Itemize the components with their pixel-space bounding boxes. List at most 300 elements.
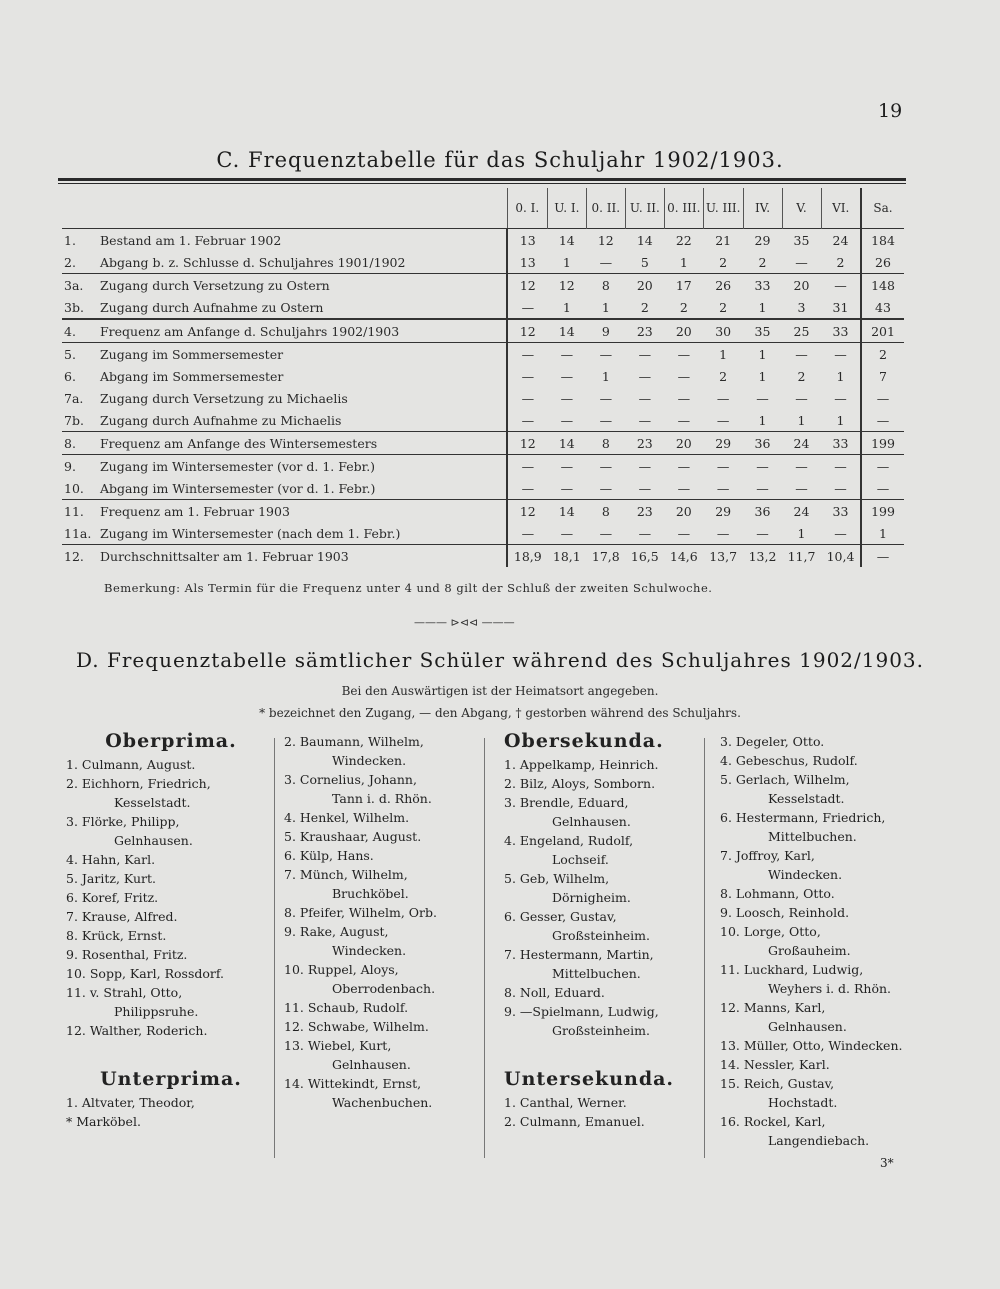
- list-item: 2. Eichhorn, Friedrich,: [66, 776, 211, 791]
- list-item-place: Bruchköbel.: [332, 886, 409, 901]
- list-item: 4. Henkel, Wilhelm.: [284, 810, 410, 825]
- list-item-place: Gelnhausen.: [552, 814, 631, 829]
- frequency-table-c: [62, 188, 904, 567]
- row-number: 11a.: [64, 525, 92, 541]
- table-cell: —: [716, 412, 730, 428]
- list-item: 4. Gebeschus, Rudolf.: [720, 753, 858, 768]
- table-cell: —: [560, 525, 574, 541]
- table-cell: —: [677, 480, 691, 496]
- list-item-place: Großsteinheim.: [552, 928, 650, 943]
- table-cell: —: [716, 480, 730, 496]
- table-cell: 29: [754, 232, 771, 248]
- table-cell: —: [716, 525, 730, 541]
- table-cell: —: [599, 480, 613, 496]
- table-cell: —: [716, 458, 730, 474]
- row-number: 5.: [64, 346, 76, 362]
- list-item: 1. Canthal, Werner.: [504, 1095, 627, 1110]
- column-header: 0. II.: [586, 188, 625, 229]
- table-cell: —: [521, 390, 535, 406]
- sum-cell: —: [861, 409, 904, 432]
- table-cell: 36: [754, 435, 771, 451]
- table-cell: —: [599, 458, 613, 474]
- sum-cell: 201: [861, 319, 904, 343]
- list-item-place: Windecken.: [332, 943, 407, 958]
- table-cell: —: [521, 480, 535, 496]
- table-cell: 33: [832, 503, 849, 519]
- list-item-place: Oberrodenbach.: [332, 981, 436, 996]
- sum-cell: 43: [861, 296, 904, 319]
- list-item-place: Großauheim.: [768, 943, 851, 958]
- table-cell: 8: [601, 277, 610, 293]
- table-cell: 2: [797, 368, 806, 384]
- table-cell: 1: [836, 368, 845, 384]
- table-cell: —: [677, 390, 691, 406]
- untersekunda-heading: Untersekunda.: [504, 1068, 675, 1090]
- table-cell: —: [677, 346, 691, 362]
- row-number: 1.: [64, 232, 76, 248]
- table-cell: 8: [601, 503, 610, 519]
- row-label: Abgang im Sommersemester: [98, 365, 507, 387]
- table-cell: —: [599, 254, 613, 270]
- table-cell: 1: [562, 299, 571, 315]
- table-cell: —: [677, 412, 691, 428]
- table-cell: —: [834, 277, 847, 293]
- list-item-place: Gelnhausen.: [768, 1019, 847, 1034]
- table-cell: —: [521, 412, 535, 428]
- row-number: 2.: [64, 254, 76, 270]
- table-cell: 35: [793, 232, 810, 248]
- table-cell: 1: [758, 299, 767, 315]
- list-item: 9. Rosenthal, Fritz.: [66, 947, 188, 962]
- list-item: 8. Lohmann, Otto.: [720, 886, 835, 901]
- table-cell: 11,7: [787, 548, 816, 564]
- table-cell: 20: [675, 323, 692, 339]
- list-item-place: Kesselstadt.: [114, 795, 191, 810]
- list-item: 6. Külp, Hans.: [284, 848, 374, 863]
- table-cell: 18,1: [552, 548, 581, 564]
- table-row: [62, 274, 904, 297]
- list-item: 3. Brendle, Eduard,: [504, 795, 629, 810]
- table-cell: 2: [640, 299, 649, 315]
- list-item: 11. v. Strahl, Otto,: [66, 985, 183, 1000]
- column-header: IV.: [743, 188, 782, 229]
- list-item: 5. Gerlach, Wilhelm,: [720, 772, 850, 787]
- table-cell: 33: [832, 323, 849, 339]
- sum-cell: 199: [861, 500, 904, 523]
- table-cell: 14: [636, 232, 653, 248]
- row-number: 10.: [64, 480, 84, 496]
- table-c-note: Bemerkung: Als Termin für die Frequenz unter 4 und 8 gilt der Schluß der zweiten Schulwoche.: [104, 581, 713, 595]
- row-label: Zugang durch Aufnahme zu Ostern: [98, 296, 507, 319]
- list-item: 9. Loosch, Reinhold.: [720, 905, 850, 920]
- student-column-2: [284, 732, 484, 1112]
- table-cell: 20: [675, 435, 692, 451]
- table-cell: 1: [562, 254, 571, 270]
- table-cell: —: [756, 525, 769, 541]
- table-d-subtitle-1: Bei den Auswärtigen ist der Heimatsort angegeben.: [341, 684, 659, 698]
- student-column-1: [66, 732, 276, 1131]
- table-cell: 1: [797, 412, 806, 428]
- table-cell: 23: [636, 435, 653, 451]
- table-cell: 31: [832, 299, 849, 315]
- list-item-place: Kesselstadt.: [768, 791, 845, 806]
- column-divider: [484, 738, 485, 1158]
- table-row: [62, 477, 904, 500]
- table-cell: 25: [793, 323, 810, 339]
- list-item: 10. Ruppel, Aloys,: [284, 962, 399, 977]
- table-row: [62, 296, 904, 319]
- row-label: Zugang im Wintersemester (vor d. 1. Febr.): [98, 455, 507, 478]
- table-cell: —: [834, 458, 847, 474]
- table-cell: —: [795, 346, 808, 362]
- list-item: 7. Krause, Alfred.: [66, 909, 178, 924]
- table-header-row: [62, 188, 904, 229]
- table-row: [62, 455, 904, 478]
- table-cell: —: [834, 525, 847, 541]
- table-cell: —: [795, 458, 808, 474]
- list-item: 12. Walther, Roderich.: [66, 1023, 208, 1038]
- list-item: 12. Manns, Karl,: [720, 1000, 826, 1015]
- list-item-place: Windecken.: [332, 753, 407, 768]
- table-cell: 12: [519, 435, 536, 451]
- row-label: Zugang durch Versetzung zu Ostern: [98, 274, 507, 297]
- list-item-place: Mittelbuchen.: [768, 829, 857, 844]
- table-cell: 14,6: [669, 548, 698, 564]
- list-item: 11. Schaub, Rudolf.: [284, 1000, 409, 1015]
- table-cell: —: [638, 346, 652, 362]
- table-cell: —: [677, 368, 691, 384]
- table-row: [62, 545, 904, 568]
- sum-cell: 184: [861, 229, 904, 252]
- table-row: [62, 251, 904, 274]
- table-cell: 13: [519, 254, 536, 270]
- list-item: 9. —Spielmann, Ludwig,: [504, 1004, 659, 1019]
- table-row: [62, 319, 904, 343]
- list-item: 15. Reich, Gustav,: [720, 1076, 835, 1091]
- table-cell: 29: [715, 435, 732, 451]
- sum-cell: —: [861, 477, 904, 500]
- table-cell: —: [521, 458, 535, 474]
- table-cell: —: [599, 412, 613, 428]
- table-cell: 13,2: [748, 548, 777, 564]
- list-item: 5. Geb, Wilhelm,: [504, 871, 610, 886]
- table-row: [62, 409, 904, 432]
- table-cell: —: [521, 525, 535, 541]
- table-cell: 29: [715, 503, 732, 519]
- list-item: 14. Nessler, Karl.: [720, 1057, 830, 1072]
- table-row: [62, 500, 904, 523]
- oberprima-heading: Oberprima.: [105, 730, 237, 752]
- list-item-place: Mittelbuchen.: [552, 966, 641, 981]
- table-cell: —: [521, 368, 535, 384]
- table-d-subtitle-2: * bezeichnet den Zugang, — den Abgang, † gestorben während des Schuljahrs.: [259, 706, 741, 720]
- table-cell: 1: [836, 412, 845, 428]
- table-cell: 24: [793, 435, 810, 451]
- list-item: 5. Jaritz, Kurt.: [66, 871, 156, 886]
- table-cell: 5: [640, 254, 649, 270]
- column-header: VI.: [821, 188, 861, 229]
- list-item: 3. Flörke, Philipp,: [66, 814, 180, 829]
- list-item-place: Wachenbuchen.: [332, 1095, 433, 1110]
- sum-cell: 199: [861, 432, 904, 455]
- table-cell: 21: [715, 232, 732, 248]
- row-label: Durchschnittsalter am 1. Februar 1903: [98, 545, 507, 568]
- header-blank: [62, 188, 507, 229]
- list-item: 11. Luckhard, Ludwig,: [720, 962, 864, 977]
- table-row: [62, 365, 904, 387]
- table-cell: 20: [675, 503, 692, 519]
- table-cell: —: [638, 525, 652, 541]
- list-item-place: Philippsruhe.: [114, 1004, 199, 1019]
- list-item: 4. Hahn, Karl.: [66, 852, 156, 867]
- list-item: 2. Culmann, Emanuel.: [504, 1114, 645, 1129]
- sum-cell: 26: [861, 251, 904, 274]
- table-cell: 23: [636, 323, 653, 339]
- table-cell: —: [560, 346, 574, 362]
- table-cell: 1: [758, 346, 767, 362]
- table-cell: —: [834, 480, 847, 496]
- list-item-place: Gelnhausen.: [114, 833, 193, 848]
- obersekunda-continued-list: [720, 732, 920, 1150]
- student-column-4: [720, 732, 920, 1150]
- table-cell: 33: [832, 435, 849, 451]
- row-label: Bestand am 1. Februar 1902: [98, 229, 507, 252]
- column-header: 0. III.: [664, 188, 703, 229]
- rule-thick: [58, 178, 906, 181]
- table-cell: 14: [558, 232, 575, 248]
- table-row: [62, 343, 904, 366]
- row-label: Frequenz am 1. Februar 1903: [98, 500, 507, 523]
- table-cell: 20: [793, 277, 810, 293]
- table-row: [62, 229, 904, 252]
- sum-cell: 148: [861, 274, 904, 297]
- list-item: 4. Engeland, Rudolf,: [504, 833, 634, 848]
- row-number: 3a.: [64, 277, 84, 293]
- table-cell: —: [638, 412, 652, 428]
- list-item: 16. Rockel, Karl,: [720, 1114, 826, 1129]
- row-number: 11.: [64, 503, 84, 519]
- untersekunda-list: [504, 1093, 704, 1131]
- list-item: 3. Degeler, Otto.: [720, 734, 825, 749]
- list-item-place: Dörnigheim.: [552, 890, 631, 905]
- table-row: [62, 432, 904, 455]
- table-cell: —: [795, 390, 808, 406]
- table-cell: —: [560, 412, 574, 428]
- row-label: Zugang im Wintersemester (nach dem 1. Febr.): [98, 522, 507, 545]
- table-cell: —: [677, 458, 691, 474]
- table-cell: 22: [675, 232, 692, 248]
- list-item: 5. Kraushaar, August.: [284, 829, 422, 844]
- table-cell: —: [716, 390, 730, 406]
- column-header: Sa.: [861, 188, 904, 229]
- table-cell: 1: [601, 299, 610, 315]
- list-item-place: Weyhers i. d. Rhön.: [768, 981, 892, 996]
- list-item: 10. Lorge, Otto,: [720, 924, 821, 939]
- list-item-place: Lochseif.: [552, 852, 609, 867]
- list-item: 3. Cornelius, Johann,: [284, 772, 417, 787]
- list-item: 7. Joffroy, Karl,: [720, 848, 815, 863]
- table-cell: —: [834, 346, 847, 362]
- table-cell: 1: [679, 254, 688, 270]
- table-cell: —: [638, 368, 652, 384]
- table-cell: 20: [636, 277, 653, 293]
- table-cell: 36: [754, 503, 771, 519]
- table-cell: 12: [519, 323, 536, 339]
- list-item: 7. Hestermann, Martin,: [504, 947, 654, 962]
- table-cell: 12: [558, 277, 575, 293]
- table-cell: 24: [832, 232, 849, 248]
- list-item: 13. Müller, Otto, Windecken.: [720, 1038, 903, 1053]
- table-d-title: D. Frequenztabelle sämtlicher Schüler während des Schuljahres 1902/1903.: [75, 648, 925, 672]
- list-item: 6. Hestermann, Friedrich,: [720, 810, 886, 825]
- row-number: 4.: [64, 323, 76, 339]
- oberprima-continued-list: [284, 732, 484, 1112]
- table-cell: —: [560, 480, 574, 496]
- table-cell: 14: [558, 323, 575, 339]
- list-item: 2. Bilz, Aloys, Somborn.: [504, 776, 656, 791]
- sum-cell: —: [861, 387, 904, 409]
- list-item-place: Gelnhausen.: [332, 1057, 411, 1072]
- table-c-title: C. Frequenztabelle für das Schuljahr 1902/1903.: [216, 148, 784, 172]
- table-cell: —: [638, 390, 652, 406]
- table-cell: —: [599, 390, 613, 406]
- row-label: Frequenz am Anfange des Wintersemesters: [98, 432, 507, 455]
- sum-cell: —: [861, 545, 904, 568]
- table-cell: —: [795, 254, 808, 270]
- table-cell: —: [560, 368, 574, 384]
- table-row: [62, 522, 904, 545]
- student-column-3: [504, 732, 704, 1131]
- row-number: 12.: [64, 548, 84, 564]
- table-cell: 1: [797, 525, 806, 541]
- table-cell: —: [599, 346, 613, 362]
- list-item: 2. Baumann, Wilhelm,: [284, 734, 424, 749]
- table-cell: 13: [519, 232, 536, 248]
- column-header: U. III.: [703, 188, 743, 229]
- column-header: V.: [782, 188, 821, 229]
- list-item: 13. Wiebel, Kurt,: [284, 1038, 392, 1053]
- table-cell: 17,8: [591, 548, 620, 564]
- row-label: Frequenz am Anfange d. Schuljahrs 1902/1903: [98, 319, 507, 343]
- sum-cell: 2: [861, 343, 904, 366]
- list-item: 1. Culmann, August.: [66, 757, 196, 772]
- list-item-place: Tann i. d. Rhön.: [332, 791, 432, 806]
- list-item: 6. Gesser, Gustav,: [504, 909, 617, 924]
- list-item-place: Windecken.: [768, 867, 843, 882]
- table-cell: 26: [715, 277, 732, 293]
- list-item: 7. Münch, Wilhelm,: [284, 867, 408, 882]
- table-cell: 2: [719, 368, 728, 384]
- table-cell: 2: [836, 254, 845, 270]
- list-item: 6. Koref, Fritz.: [66, 890, 159, 905]
- row-number: 3b.: [64, 299, 84, 315]
- table-cell: 2: [719, 254, 728, 270]
- table-cell: —: [795, 480, 808, 496]
- list-item: 1. Appelkamp, Heinrich.: [504, 757, 659, 772]
- obersekunda-heading: Obersekunda.: [504, 730, 664, 752]
- obersekunda-list: [504, 755, 704, 1040]
- table-cell: —: [638, 480, 652, 496]
- column-header: U. II.: [625, 188, 664, 229]
- table-cell: 13,7: [709, 548, 738, 564]
- column-divider: [704, 738, 705, 1158]
- table-cell: 23: [636, 503, 653, 519]
- table-cell: —: [677, 525, 691, 541]
- table-cell: —: [756, 390, 769, 406]
- table-cell: 18,9: [513, 548, 542, 564]
- unterprima-heading: Unterprima.: [100, 1068, 242, 1090]
- table-cell: 30: [715, 323, 732, 339]
- column-header: U. I.: [547, 188, 586, 229]
- table-cell: 1: [758, 412, 767, 428]
- signature-mark: 3*: [880, 1156, 894, 1170]
- row-label: Abgang b. z. Schlusse d. Schuljahres 1901/1902: [98, 251, 507, 274]
- row-number: 6.: [64, 368, 76, 384]
- list-item: 8. Noll, Eduard.: [504, 985, 605, 1000]
- table-row: [62, 387, 904, 409]
- rule-thin: [58, 183, 906, 184]
- table-cell: 2: [758, 254, 767, 270]
- table-cell: 35: [754, 323, 771, 339]
- column-header: 0. I.: [507, 188, 547, 229]
- table-cell: 33: [754, 277, 771, 293]
- column-divider: [274, 738, 275, 1158]
- list-item: 14. Wittekindt, Ernst,: [284, 1076, 422, 1091]
- table-cell: —: [834, 390, 847, 406]
- page-number: 19: [878, 100, 903, 122]
- table-cell: —: [521, 346, 535, 362]
- row-number: 7b.: [64, 412, 84, 428]
- row-label: Zugang durch Aufnahme zu Michaelis: [98, 409, 507, 432]
- row-label: Zugang durch Versetzung zu Michaelis: [98, 387, 507, 409]
- table-cell: 1: [601, 368, 610, 384]
- list-item-place: Großsteinheim.: [552, 1023, 650, 1038]
- table-cell: 9: [601, 323, 610, 339]
- row-label: Zugang im Sommersemester: [98, 343, 507, 366]
- table-cell: —: [599, 525, 613, 541]
- sum-cell: 1: [861, 522, 904, 545]
- sum-cell: 7: [861, 365, 904, 387]
- list-item-place: Hochstadt.: [768, 1095, 838, 1110]
- table-cell: 2: [719, 299, 728, 315]
- list-item: 10. Sopp, Karl, Rossdorf.: [66, 966, 225, 981]
- list-item: * Marköbel.: [66, 1114, 141, 1129]
- table-cell: 10,4: [826, 548, 855, 564]
- ornament-divider: ——— ⊳⊲⊲ ———: [414, 616, 515, 629]
- table-cell: —: [560, 458, 574, 474]
- row-number: 8.: [64, 435, 76, 451]
- table-cell: 1: [758, 368, 767, 384]
- row-number: 9.: [64, 458, 76, 474]
- table-cell: 17: [675, 277, 692, 293]
- table-cell: 8: [601, 435, 610, 451]
- list-item: 12. Schwabe, Wilhelm.: [284, 1019, 429, 1034]
- table-cell: —: [560, 390, 574, 406]
- table-cell: 24: [793, 503, 810, 519]
- table-cell: —: [756, 458, 769, 474]
- list-item: 9. Rake, August,: [284, 924, 389, 939]
- table-cell: 14: [558, 435, 575, 451]
- list-item: 1. Altvater, Theodor,: [66, 1095, 195, 1110]
- table-cell: —: [521, 299, 535, 315]
- row-label: Abgang im Wintersemester (vor d. 1. Febr.): [98, 477, 507, 500]
- table-cell: 2: [679, 299, 688, 315]
- table-cell: 3: [797, 299, 806, 315]
- table-cell: 16,5: [630, 548, 659, 564]
- table-cell: 12: [519, 277, 536, 293]
- list-item: 8. Pfeifer, Wilhelm, Orb.: [284, 905, 437, 920]
- table-cell: 12: [597, 232, 614, 248]
